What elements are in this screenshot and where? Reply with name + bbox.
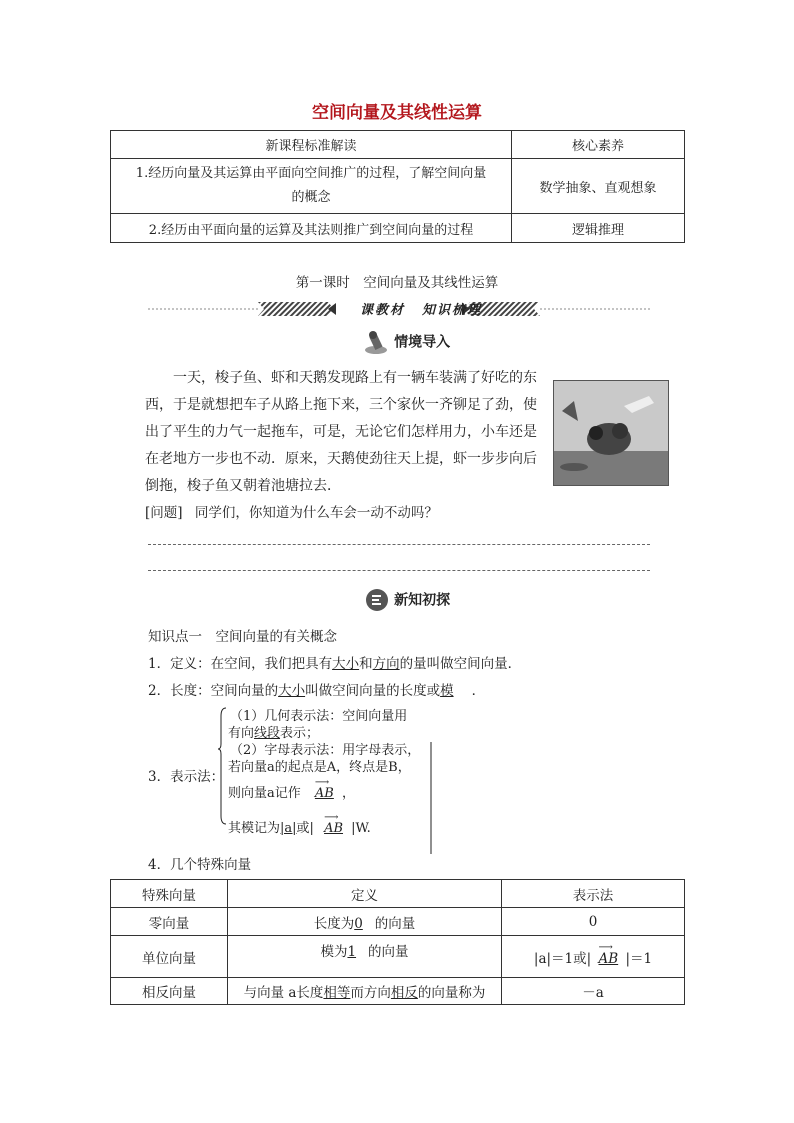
special-header-name: 特殊向量: [111, 880, 228, 908]
special-header-def: 定义: [228, 880, 502, 908]
vector-arrow-3: ⟶: [598, 941, 613, 953]
rep-letter-line1: （2）字母表示法：用字母表示，: [230, 743, 421, 758]
zero-def-a: 长度为: [313, 915, 355, 932]
knowledge-point-title: 知识点一 空间向量的有关概念: [148, 629, 337, 645]
new-knowledge-icon: [365, 588, 389, 612]
page-title: 空间向量及其线性运算: [312, 103, 482, 123]
question-text: 同学们，你知道为什么车会一动不动吗？: [194, 505, 438, 521]
len-suffix: 叫做空间向量的长度或: [305, 683, 441, 699]
std-row-2: 2.经历由平面向量的运算及其法则推广到空间向量的过程: [111, 214, 512, 243]
vector-arrow-1: ⟶: [314, 777, 329, 788]
representation-label: 3．表示法：: [148, 769, 225, 785]
len-end: ．: [471, 683, 486, 699]
section-banner: [148, 299, 650, 319]
situation-heading-text: 情境导入: [394, 334, 451, 351]
len-size: 大小: [278, 683, 306, 699]
zero-vector-def: [228, 908, 502, 936]
vector-ab-2: [324, 812, 344, 836]
vector-ab-3: [598, 941, 619, 967]
vector-ab-1: [314, 777, 334, 801]
unit-def-a: 模为: [320, 944, 348, 960]
banner-right-text: 知识梳理: [422, 303, 483, 318]
special-vectors-title: 4．几个特殊向量: [148, 857, 252, 873]
rep-let-4b: |a|: [280, 821, 297, 836]
question-tag: [问题]: [145, 505, 183, 521]
unit-vector-repr: [502, 936, 685, 978]
std-row-1-literacy: 数学抽象、直观想象: [512, 159, 685, 214]
opp-def-b: 的向量称为: [417, 985, 486, 1001]
new-knowledge-heading: [365, 588, 450, 612]
opposite-vector-repr: －a: [502, 978, 685, 1005]
special-header-repr: 表示法: [502, 880, 685, 908]
opp-def-val2: 相反: [390, 985, 418, 1001]
unit-vector-name: 单位向量: [111, 936, 228, 978]
unit-def-val: 1: [347, 944, 357, 960]
rep-let-4a: 其模记为: [228, 821, 281, 836]
std-row-1: [111, 159, 512, 214]
vector-ab-2-text: AB: [324, 821, 344, 836]
unit-def-b: 的向量: [368, 944, 409, 960]
rep-geo-line1: （1）几何表示法：空间向量用: [230, 709, 408, 724]
std-row-1-line2: 的概念: [291, 190, 331, 205]
banner-left-text: 课教材: [360, 303, 406, 318]
vector-ab-3-text: AB: [598, 950, 619, 967]
rep-let-3b: ，: [342, 786, 356, 801]
std-header-col2: 核心素养: [512, 131, 685, 159]
def-and: 和: [359, 656, 373, 672]
rep-let-3a: 则向量a记作: [228, 786, 301, 801]
unit-repr-a: |a|＝1或|: [533, 950, 592, 967]
answer-line-1: [148, 544, 650, 545]
definition-line: [148, 652, 521, 672]
zero-vector-repr: 0: [502, 908, 685, 936]
rep-let-4d: |W.: [351, 821, 371, 836]
rep-geo-2c: 表示；: [280, 726, 320, 741]
std-row-2-literacy: 逻辑推理: [512, 214, 685, 243]
unit-vector-def: [228, 936, 502, 978]
opposite-vector-def: [228, 978, 502, 1005]
def-prefix: 1．定义：在空间，我们把具有: [148, 656, 333, 672]
std-header-col1: 新课程标准解读: [111, 131, 512, 159]
zero-def-b: 的向量: [374, 915, 416, 932]
def-suffix: 的量叫做空间向量．: [399, 656, 522, 672]
rep-letter-line2: 若向量a的起点是A，终点是B，: [228, 760, 411, 775]
situation-paragraph: 一天，梭子鱼、虾和天鹅发现路上有一辆车装满了好吃的东西，于是就想把车子从路上拖下来，三个家伙一齐铆足了劲，使出了平生的力气一起拖车，可是，无论它们怎样用力，小车还是在老地方一步也不动．原来，天鹅使劲往天上提，虾一步步向后倒拖，梭子鱼又朝着池塘拉去．: [145, 370, 537, 494]
len-modulus: 模: [440, 683, 454, 699]
special-vectors-table: [110, 879, 685, 1005]
question-line: [145, 501, 438, 521]
vector-arrow-2: ⟶: [324, 812, 339, 823]
opp-def-a: 与向量 a长度: [243, 985, 324, 1001]
opp-def-val: 相等: [323, 985, 351, 1001]
zero-vector-name: 零向量: [111, 908, 228, 936]
vector-ab-1-text: AB: [314, 786, 334, 801]
def-size: 大小: [332, 656, 360, 672]
stamp-icon: [363, 329, 389, 355]
new-knowledge-heading-text: 新知初探: [394, 592, 451, 609]
def-direction: 方向: [372, 656, 400, 672]
standards-table: [110, 130, 685, 243]
length-line: [148, 679, 485, 699]
len-prefix: 2．长度：空间向量的: [148, 683, 279, 699]
opp-def-mid: 而方向: [350, 985, 391, 1001]
rep-geo-2b: 线段: [254, 726, 281, 741]
illustration-graphic: [554, 381, 668, 485]
std-row-1-line1: 1.经历向量及其运算由平面向空间推广的过程，了解空间向量: [135, 166, 487, 181]
rep-letter-line3: [228, 777, 356, 801]
rep-geo-2a: 有向: [228, 726, 255, 741]
rep-letter-line4: [228, 812, 371, 836]
lesson-title: 第一课时 空间向量及其线性运算: [295, 275, 499, 291]
story-illustration: [553, 380, 669, 486]
situation-heading: [363, 329, 450, 355]
answer-line-2: [148, 570, 650, 571]
unit-repr-b: |＝1: [625, 950, 653, 967]
zero-def-val: 0: [354, 915, 363, 932]
rep-let-4c: 或|: [296, 821, 314, 836]
opposite-vector-name: 相反向量: [111, 978, 228, 1005]
